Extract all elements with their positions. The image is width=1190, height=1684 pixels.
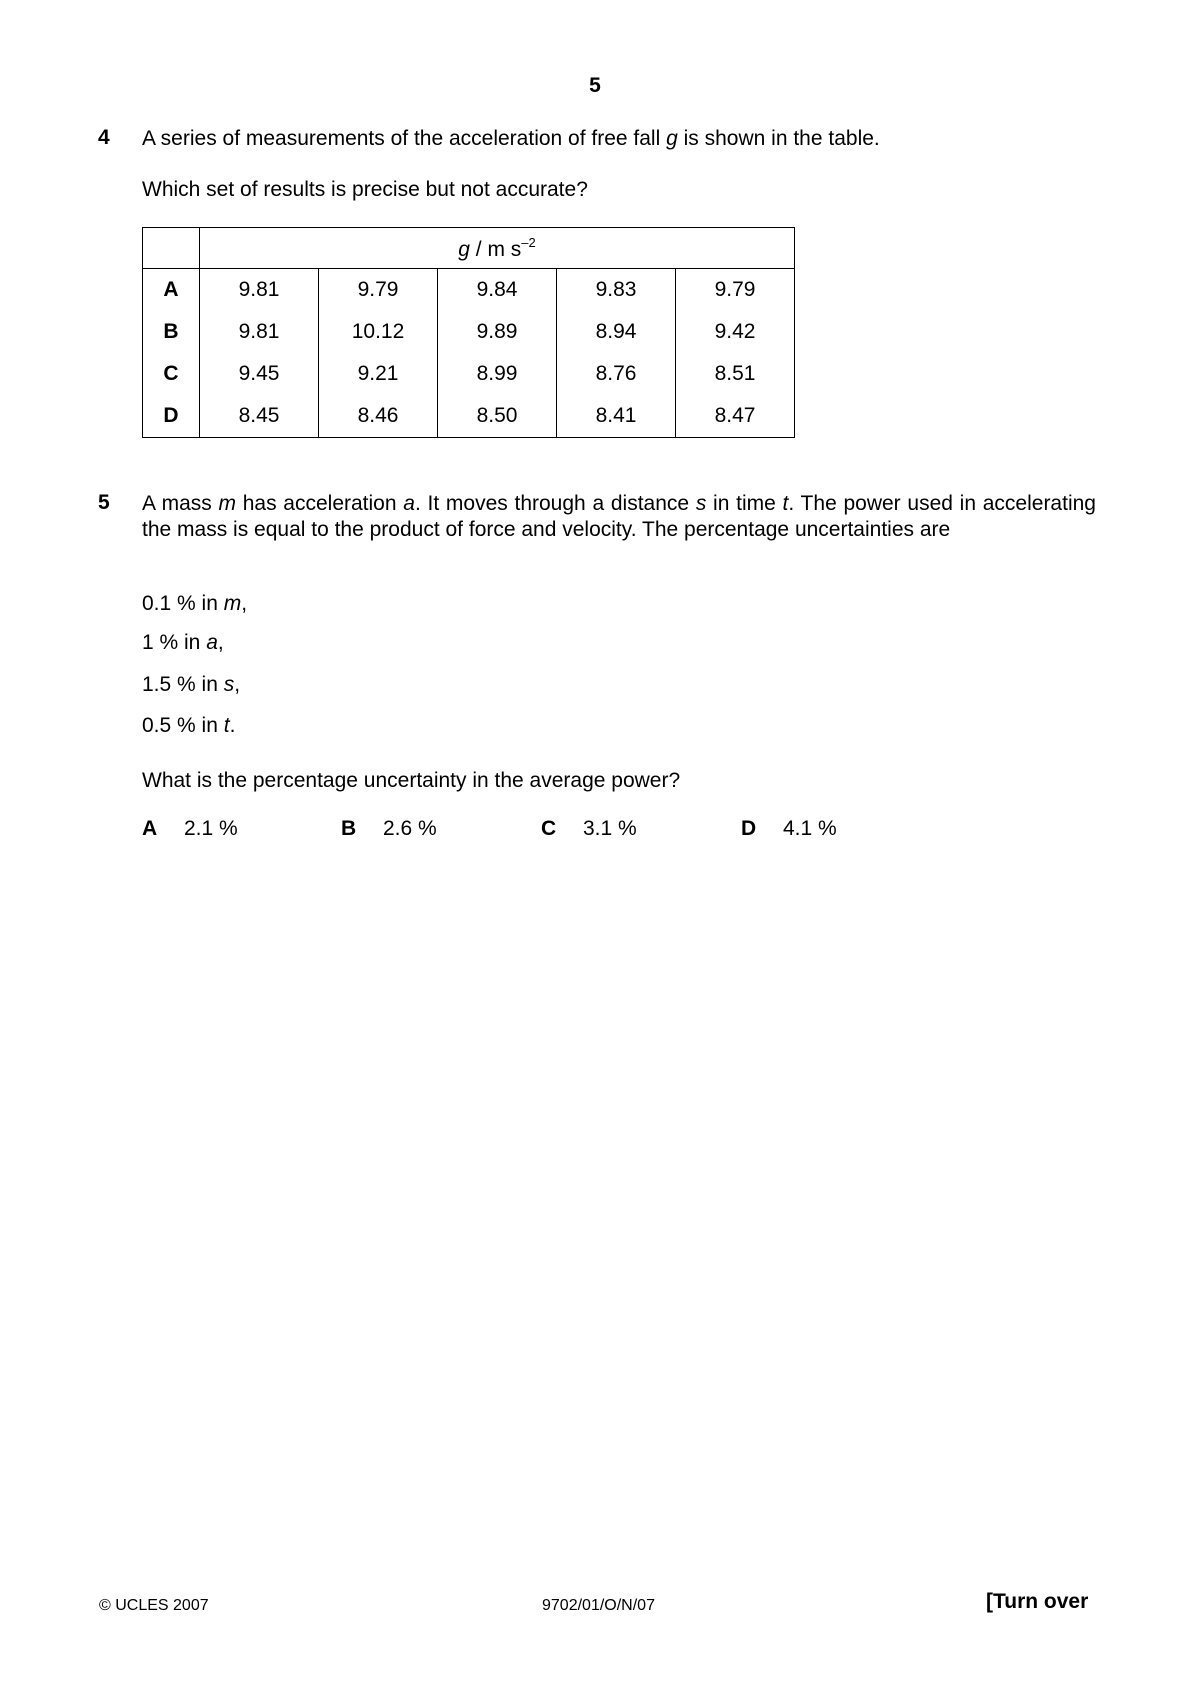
question-5-number: 5 [98, 491, 110, 514]
stem-part: . The power used in accelerating the mass is equal to the product of force and velocity. The percentage uncertainties are [142, 492, 1096, 541]
page-number: 5 [589, 74, 601, 97]
table-cell: 8.99 [438, 353, 557, 395]
table-cell: 9.84 [438, 269, 557, 312]
table-corner-cell [143, 228, 200, 269]
footer-paper-code: 9702/01/O/N/07 [542, 1597, 655, 1614]
stem-part: . It moves through a distance [414, 492, 696, 515]
uncertainty-item [142, 714, 235, 738]
table-cell: 8.50 [438, 395, 557, 438]
option-text: 2.1 % [184, 817, 238, 840]
table-row [143, 269, 795, 312]
uncertainty-value: 1.5 % in [142, 673, 224, 696]
footer-copyright: © UCLES 2007 [99, 1597, 209, 1614]
table-cell: 9.81 [200, 269, 319, 312]
uncertainty-value: 0.1 % in [142, 592, 224, 615]
option-a[interactable] [142, 817, 238, 841]
unit-text: / m s [469, 237, 522, 261]
uncertainty-value: 1 % in [142, 631, 207, 654]
uncertainty-var: m [223, 592, 242, 615]
table-cell: 8.94 [557, 311, 676, 353]
uncertainty-item [142, 631, 224, 655]
table-cell: 8.41 [557, 395, 676, 438]
row-label: A [143, 269, 200, 312]
table-cell: 9.79 [319, 269, 438, 312]
turn-over-label: [Turn over [986, 1590, 1089, 1613]
question-5-stem [142, 491, 1096, 543]
table-cell: 8.51 [676, 353, 795, 395]
table-cell: 8.45 [200, 395, 319, 438]
row-label: C [143, 353, 200, 395]
table-cell: 8.46 [319, 395, 438, 438]
table-cell: 9.83 [557, 269, 676, 312]
table-cell: 9.89 [438, 311, 557, 353]
table-cell: 9.79 [676, 269, 795, 312]
q4-stem-pre: A series of measurements of the acceleration of free fall [142, 127, 667, 150]
uncertainty-end: . [229, 714, 236, 737]
question-4-number: 4 [98, 126, 110, 149]
table-cell: 9.42 [676, 311, 795, 353]
stem-var: m [218, 492, 236, 515]
option-letter: A [142, 817, 158, 840]
table-cell: 10.12 [319, 311, 438, 353]
stem-var: s [695, 492, 707, 515]
table-cell: 9.81 [200, 311, 319, 353]
option-text: 2.6 % [383, 817, 437, 840]
uncertainty-var: t [223, 714, 230, 737]
row-label: B [143, 311, 200, 353]
question-5-prompt: What is the percentage uncertainty in the average power? [142, 769, 681, 792]
stem-part: in time [706, 492, 783, 515]
table-cell: 8.76 [557, 353, 676, 395]
table-header-row [143, 228, 795, 269]
table-cell: 9.21 [319, 353, 438, 395]
stem-part: A mass [142, 492, 219, 515]
uncertainty-item [142, 592, 247, 616]
option-c[interactable] [541, 817, 637, 841]
table-row [143, 353, 795, 395]
question-4-prompt: Which set of results is precise but not accurate? [142, 178, 588, 201]
uncertainty-end: , [241, 592, 248, 615]
table-unit-header [200, 228, 795, 269]
results-table [142, 227, 795, 438]
option-text: 3.1 % [583, 817, 637, 840]
option-text: 4.1 % [783, 817, 837, 840]
unit-symbol: g [458, 237, 470, 261]
stem-var: t [782, 492, 789, 515]
q4-stem-var: g [666, 127, 678, 150]
table-cell: 8.47 [676, 395, 795, 438]
row-label: D [143, 395, 200, 438]
uncertainty-end: , [234, 673, 241, 696]
q4-stem-post: is shown in the table. [677, 127, 880, 150]
table-row [143, 311, 795, 353]
uncertainty-end: , [217, 631, 224, 654]
option-letter: C [541, 817, 557, 840]
stem-part: has acceleration [235, 492, 404, 515]
option-d[interactable] [741, 817, 837, 841]
table-row [143, 395, 795, 438]
uncertainty-var: a [206, 631, 218, 654]
option-b[interactable] [341, 817, 437, 841]
option-letter: B [341, 817, 357, 840]
unit-exponent: –2 [521, 234, 536, 250]
question-4-stem [142, 126, 880, 152]
uncertainty-value: 0.5 % in [142, 714, 224, 737]
uncertainty-item [142, 673, 240, 697]
uncertainty-var: s [223, 673, 235, 696]
stem-var: a [403, 492, 415, 515]
table-cell: 9.45 [200, 353, 319, 395]
option-letter: D [741, 817, 757, 840]
